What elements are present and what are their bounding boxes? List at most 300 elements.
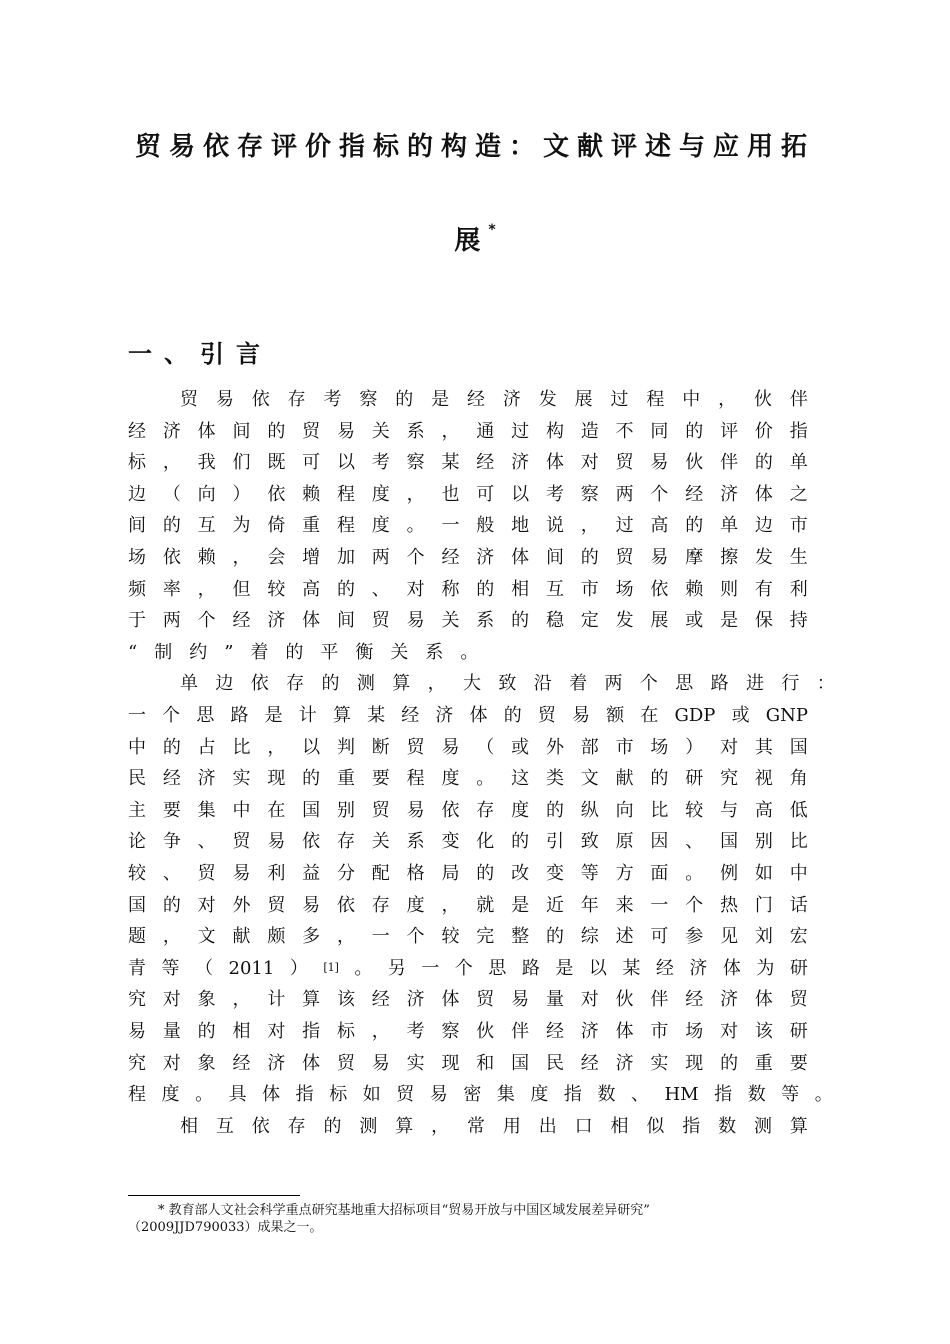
- body-line: [128, 860, 808, 888]
- body-char: 发: [754, 547, 773, 568]
- body-char: 易: [215, 389, 234, 410]
- body-char: ，: [197, 578, 216, 600]
- body-char: 经: [162, 768, 181, 790]
- body-char: 综: [580, 926, 599, 948]
- body-char: 参: [685, 926, 704, 948]
- body-char: 似: [646, 1115, 665, 1137]
- body-char: 颇: [267, 926, 286, 948]
- body-char: 经: [232, 1052, 251, 1074]
- body-char: 国: [789, 736, 808, 758]
- body-char: 对: [720, 1021, 739, 1042]
- title-line-2-text: 展: [454, 226, 489, 256]
- body-char: 局: [441, 863, 460, 884]
- body-char: 对: [162, 1052, 181, 1074]
- body-char: 约: [189, 641, 208, 663]
- body-char: 指: [714, 1084, 733, 1106]
- body-char: 对: [580, 452, 599, 474]
- body-char: 存: [287, 1115, 306, 1137]
- body-char: 争: [162, 831, 181, 853]
- body-char: 经: [685, 483, 704, 505]
- body-char: 思: [196, 705, 215, 726]
- body-char: ，: [232, 989, 251, 1011]
- body-char: 某: [622, 957, 641, 979]
- body-char: 。: [685, 863, 704, 884]
- body-char: 存: [287, 389, 306, 410]
- body-char: 体: [754, 483, 773, 505]
- body-char: 别: [754, 831, 773, 853]
- body-char: 伴: [650, 989, 669, 1011]
- body-char: 系: [406, 420, 425, 442]
- body-char: 一: [650, 894, 669, 916]
- body-char: 门: [754, 894, 773, 916]
- body-char: 察: [406, 452, 425, 474]
- body-char: ，: [162, 926, 181, 948]
- body-char: 进: [746, 673, 764, 695]
- body-char: 济: [197, 768, 216, 790]
- body-char: 贸: [396, 1084, 415, 1106]
- body-char: 之: [789, 483, 808, 505]
- body-char: 或: [731, 705, 750, 726]
- body-char: 国: [720, 831, 739, 853]
- body-char: 度: [511, 799, 530, 821]
- body-word: HM: [664, 1084, 699, 1106]
- body-char: 化: [476, 831, 495, 853]
- body-char: 量: [162, 1021, 181, 1042]
- body-char: 国: [511, 1052, 530, 1074]
- body-char: 经: [545, 1021, 564, 1042]
- body-char: 存: [371, 894, 390, 916]
- body-char: 过: [610, 389, 629, 410]
- body-char: 体: [302, 1052, 321, 1074]
- body-char: 高: [754, 799, 773, 821]
- body-char: 经: [371, 989, 390, 1011]
- body-char: ）: [232, 483, 251, 505]
- body-char: 密: [463, 1084, 482, 1106]
- body-char: 贸: [371, 799, 390, 821]
- body-char: 不: [615, 420, 634, 442]
- body-line: [128, 892, 808, 920]
- body-char: 较: [267, 578, 286, 600]
- body-char: 依: [650, 578, 669, 600]
- body-char: 是: [720, 610, 739, 632]
- body-char: 伙: [754, 389, 772, 410]
- body-char: 该: [754, 1021, 773, 1042]
- body-char: 较: [685, 799, 704, 821]
- body-line: [180, 670, 835, 698]
- footnote-divider: [128, 1195, 300, 1196]
- body-char: 互: [545, 578, 564, 600]
- body-char: 个: [197, 610, 216, 632]
- body-char: 察: [441, 1021, 460, 1042]
- body-char: 称: [441, 578, 460, 600]
- body-char: 。: [476, 768, 495, 790]
- body-char: 实: [650, 1052, 669, 1074]
- body-char: 依: [250, 673, 269, 695]
- body-line: [180, 1113, 808, 1141]
- body-char: 构: [545, 420, 564, 442]
- body-line: [128, 1018, 808, 1046]
- body-char: 路: [521, 957, 540, 979]
- body-char: 体: [262, 1084, 281, 1106]
- body-char: 造: [580, 420, 599, 442]
- body-char: 和: [476, 1052, 495, 1074]
- body-char: 依: [441, 799, 460, 821]
- body-char: 分: [336, 863, 355, 884]
- body-char: 贸: [267, 894, 286, 916]
- body-char: 是: [511, 894, 530, 916]
- body-char: 路: [710, 673, 729, 695]
- body-char: 考: [406, 1021, 425, 1042]
- title-line-1: 贸易依存评价指标的构造：文献评述与应用拓: [134, 132, 815, 162]
- body-char: 算: [392, 673, 411, 695]
- body-char: 既: [267, 452, 286, 474]
- body-char: 献: [232, 926, 251, 948]
- body-char: 集: [197, 799, 216, 821]
- body-char: 的: [476, 863, 495, 884]
- body-char: 互: [215, 1115, 234, 1137]
- body-char: 配: [371, 863, 390, 884]
- body-char: 的: [720, 1052, 739, 1074]
- body-char: 。: [195, 1084, 214, 1106]
- body-char: 我: [197, 452, 216, 474]
- body-char: 评: [720, 420, 739, 442]
- body-line: [180, 386, 808, 414]
- body-char: 展: [574, 389, 593, 410]
- body-char: 在: [640, 705, 659, 726]
- body-char: 的: [321, 673, 340, 695]
- body-char: 。: [814, 1084, 833, 1106]
- body-char: ）: [685, 736, 704, 758]
- body-char: 济: [476, 547, 495, 568]
- body-char: 一: [371, 926, 390, 948]
- body-char: 间: [128, 515, 146, 537]
- body-char: 易: [336, 420, 355, 442]
- body-char: 献: [615, 768, 634, 790]
- body-char: 度: [406, 894, 425, 916]
- body-char: 中: [128, 736, 146, 758]
- body-char: 外: [545, 736, 564, 758]
- body-char: 的: [650, 768, 669, 790]
- body-char: 存: [476, 799, 495, 821]
- body-char: 中: [232, 799, 251, 821]
- body-char: 是: [264, 705, 283, 726]
- body-char: 、: [630, 1084, 649, 1106]
- body-char: 济: [720, 989, 739, 1011]
- body-char: 益: [302, 863, 321, 884]
- body-char: 体: [197, 420, 216, 442]
- body-char: 场: [615, 578, 634, 600]
- body-char: 某: [441, 452, 460, 474]
- body-char: 路: [230, 705, 249, 726]
- body-line: [128, 828, 808, 856]
- body-char: 场: [685, 1021, 704, 1042]
- body-char: 是: [555, 957, 574, 979]
- body-char: 个: [650, 483, 669, 505]
- body-char: 利: [267, 863, 286, 884]
- body-char: 民: [545, 1052, 564, 1074]
- body-char: 大: [463, 673, 481, 695]
- body-char: 贸: [537, 705, 556, 726]
- body-char: 指: [789, 420, 808, 442]
- body-line: [128, 481, 808, 509]
- body-char: 个: [454, 957, 473, 979]
- body-char: 考: [545, 483, 564, 505]
- body-char: 济: [720, 483, 739, 505]
- body-char: 该: [336, 989, 355, 1011]
- body-char: 题: [128, 926, 146, 948]
- body-char: 体: [754, 989, 773, 1011]
- body-char: 市: [615, 736, 634, 758]
- body-char: 变: [545, 863, 564, 884]
- body-char: 说: [545, 515, 564, 537]
- body-char: 场: [650, 736, 669, 758]
- body-line: [128, 955, 808, 983]
- body-char: 易: [511, 989, 530, 1011]
- body-char: 量: [545, 989, 564, 1011]
- body-char: 如: [362, 1084, 381, 1106]
- body-char: 研: [789, 957, 808, 979]
- body-char: ”: [224, 641, 234, 663]
- body-char: 贸: [476, 989, 495, 1011]
- body-char: 象: [197, 1052, 216, 1074]
- body-char: ，: [371, 1021, 390, 1042]
- body-char: 引: [545, 831, 564, 853]
- body-char: 依: [251, 1115, 270, 1137]
- body-char: 断: [371, 736, 390, 758]
- body-char: 伙: [685, 452, 704, 474]
- body-char: 一: [421, 957, 440, 979]
- body-char: 济: [615, 1052, 634, 1074]
- body-char: （: [195, 957, 213, 979]
- body-char: 伴: [789, 389, 808, 410]
- body-char: 体: [511, 547, 530, 568]
- body-char: 因: [650, 831, 669, 853]
- body-char: 其: [754, 736, 773, 758]
- body-char: 某: [367, 705, 386, 726]
- body-char: 。: [406, 515, 425, 537]
- body-char: 或: [511, 736, 530, 758]
- body-char: 对: [162, 989, 181, 1011]
- body-char: 程: [336, 515, 355, 537]
- body-char: 边: [754, 515, 773, 537]
- body-char: 可: [302, 452, 321, 474]
- body-char: 体: [441, 989, 460, 1011]
- body-char: “: [128, 641, 138, 663]
- body-char: 市: [650, 1021, 669, 1042]
- body-char: 两: [604, 673, 623, 695]
- body-line: [128, 449, 808, 477]
- body-char: 市: [789, 515, 808, 537]
- body-char: 频: [128, 578, 146, 600]
- body-char: 的: [323, 1115, 342, 1137]
- body-char: 依: [336, 894, 355, 916]
- body-char: 个: [406, 547, 425, 568]
- body-char: 为: [232, 515, 251, 537]
- body-char: 高: [302, 578, 321, 600]
- body-char: 对: [580, 989, 599, 1011]
- body-char: 计: [267, 989, 286, 1011]
- body-char: 系: [476, 610, 495, 632]
- body-char: ，: [580, 515, 599, 537]
- body-char: 数: [718, 1115, 737, 1137]
- body-char: 伙: [476, 1021, 495, 1042]
- body-char: 思: [675, 673, 694, 695]
- body-char: 的: [754, 452, 773, 474]
- body-char: 象: [197, 989, 216, 1011]
- body-char: 额: [606, 705, 625, 726]
- body-char: 济: [406, 989, 425, 1011]
- body-char: 市: [580, 578, 599, 600]
- body-char: 度: [441, 768, 460, 790]
- body-char: 易: [267, 831, 286, 853]
- body-char: 近: [545, 894, 564, 916]
- body-char: 这: [511, 768, 530, 790]
- body-char: 变: [441, 831, 460, 853]
- body-char: 依: [302, 831, 321, 853]
- body-char: 具: [228, 1084, 247, 1106]
- body-char: 年: [580, 894, 599, 916]
- body-char: 指: [682, 1115, 701, 1137]
- body-char: 行: [781, 673, 800, 695]
- body-char: ，: [718, 389, 737, 410]
- body-char: ，: [232, 547, 251, 568]
- body-line: [128, 986, 808, 1014]
- body-char: 贸: [789, 989, 808, 1011]
- body-char: 或: [685, 610, 704, 632]
- body-char: 的: [336, 578, 355, 600]
- body-char: 系: [406, 831, 425, 853]
- body-char: 纵: [580, 799, 599, 821]
- body-char: 中: [789, 863, 808, 884]
- body-char: 易: [429, 1084, 448, 1106]
- body-char: 经: [232, 610, 251, 632]
- body-char: 数: [597, 1084, 616, 1106]
- body-char: 等: [781, 1084, 800, 1106]
- body-char: ，: [441, 894, 460, 916]
- body-char: 口: [574, 1115, 593, 1137]
- body-char: 平: [320, 641, 339, 663]
- body-char: 算: [789, 1115, 808, 1137]
- body-char: 两: [371, 547, 390, 568]
- body-char: 等: [161, 957, 180, 979]
- body-line: [128, 1050, 808, 1078]
- body-char: 度: [371, 515, 390, 537]
- body-char: 述: [615, 926, 634, 948]
- body-char: 经: [128, 420, 146, 442]
- body-char: 考: [371, 452, 390, 474]
- body-char: 集: [496, 1084, 515, 1106]
- body-char: 的: [197, 1021, 216, 1042]
- body-char: 个: [406, 926, 425, 948]
- body-line: [128, 702, 808, 730]
- body-char: 多: [302, 926, 321, 948]
- body-char: 易: [650, 452, 669, 474]
- footnote-marker: *: [488, 222, 496, 238]
- body-char: ，: [162, 452, 181, 474]
- body-char: 现: [441, 1052, 460, 1074]
- body-char: 的: [580, 547, 599, 568]
- body-char: 经: [467, 389, 485, 410]
- body-char: 致: [498, 673, 517, 695]
- body-char: 一: [441, 515, 460, 537]
- body-char: 察: [580, 483, 599, 505]
- body-char: 济: [267, 610, 286, 632]
- body-char: 体: [722, 957, 741, 979]
- body-char: 例: [720, 863, 739, 884]
- body-char: 现: [685, 1052, 704, 1074]
- body-char: ，: [267, 736, 286, 758]
- body-char: 也: [441, 483, 460, 505]
- body-line: [128, 418, 808, 446]
- body-line: [128, 576, 808, 604]
- body-char: 算: [395, 1115, 414, 1137]
- body-char: 格: [406, 863, 425, 884]
- body-char: 展: [650, 610, 669, 632]
- body-char: 中: [682, 389, 701, 410]
- body-char: 比: [232, 736, 251, 758]
- body-char: 济: [435, 705, 454, 726]
- body-char: 宏: [789, 926, 808, 948]
- body-char: ，: [427, 673, 446, 695]
- body-char: 现: [267, 768, 286, 790]
- body-char: 贸: [615, 452, 634, 474]
- body-char: 边: [215, 673, 234, 695]
- body-char: ）: [289, 957, 308, 979]
- body-char: 体: [615, 1021, 634, 1042]
- body-char: 加: [336, 547, 355, 568]
- body-char: 对: [197, 894, 216, 916]
- body-char: 等: [580, 863, 599, 884]
- body-char: 重: [754, 1052, 773, 1074]
- body-char: 易: [406, 799, 425, 821]
- body-line: [128, 923, 808, 951]
- body-char: 方: [615, 863, 634, 884]
- body-char: 对: [406, 578, 425, 600]
- body-char: 互: [197, 515, 216, 537]
- body-char: 济: [580, 1021, 599, 1042]
- body-char: 济: [689, 957, 708, 979]
- body-char: 定: [580, 610, 599, 632]
- body-char: 重: [336, 768, 355, 790]
- body-char: 程: [128, 1084, 146, 1106]
- section-heading: 一、引言: [128, 340, 272, 368]
- body-char: 数: [747, 1084, 766, 1106]
- body-char: ，: [431, 1115, 450, 1137]
- body-char: 相: [511, 578, 530, 600]
- body-char: 间: [232, 420, 251, 442]
- body-char: 经: [476, 452, 495, 474]
- body-char: 两: [615, 483, 634, 505]
- body-char: 完: [476, 926, 495, 948]
- body-char: 占: [197, 736, 216, 758]
- body-char: 易: [302, 894, 321, 916]
- body-char: 对: [720, 736, 739, 758]
- body-char: 算: [302, 989, 321, 1011]
- title-line-2: [90, 220, 860, 257]
- body-char: 易: [572, 705, 591, 726]
- body-char: 是: [431, 389, 450, 410]
- body-char: 摩: [685, 547, 704, 568]
- body-char: 发: [615, 610, 634, 632]
- body-char: 一: [128, 705, 146, 726]
- body-char: 见: [720, 926, 739, 948]
- body-char: 论: [128, 831, 146, 853]
- body-char: 刘: [754, 926, 773, 948]
- footnote-line-1: * 教育部人文社会科学重点研究基地重大招标项目“贸易开放与中国区域发展差异研究”: [158, 1203, 650, 1218]
- body-char: 依: [251, 389, 270, 410]
- body-char: 究: [128, 1052, 146, 1074]
- body-char: ：: [816, 673, 835, 695]
